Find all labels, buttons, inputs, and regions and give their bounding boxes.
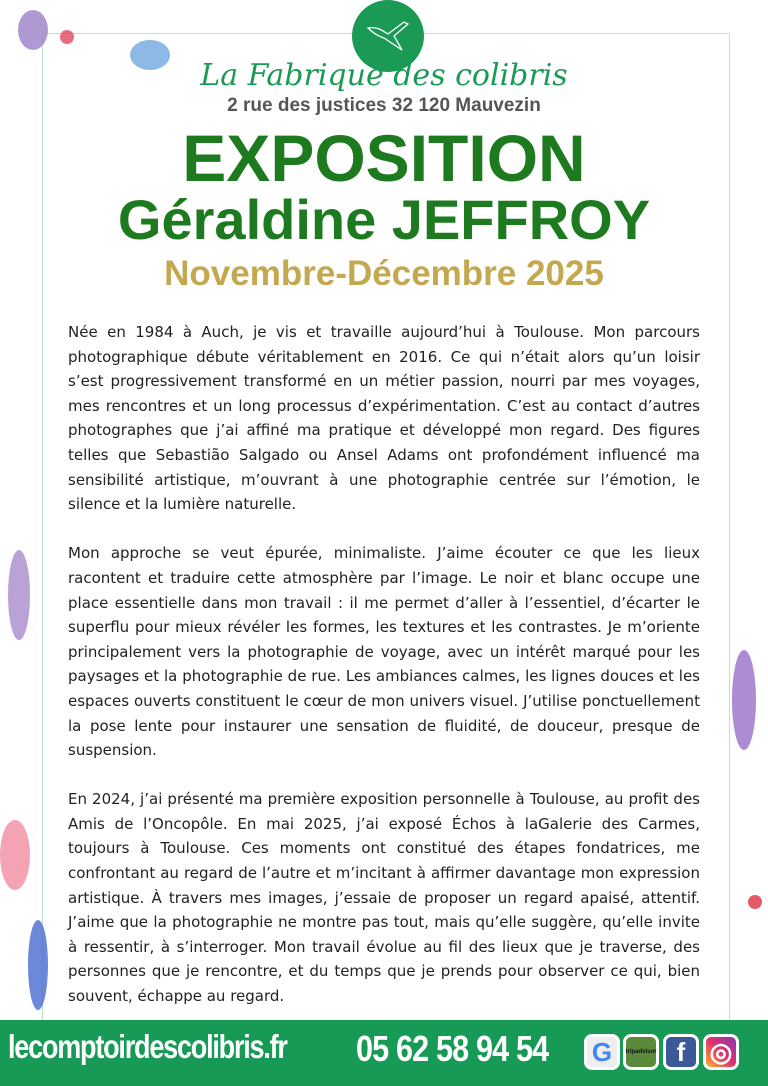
website-link[interactable]: lecomptoirdescolibris.fr bbox=[8, 1028, 287, 1065]
exhibition-dates: Novembre-Décembre 2025 bbox=[164, 254, 604, 293]
flower-decoration bbox=[60, 30, 74, 44]
artist-name: Géraldine JEFFROY bbox=[117, 188, 651, 251]
exhibition-title: EXPOSITION bbox=[182, 121, 586, 195]
flower-decoration bbox=[18, 10, 48, 50]
artist-biography bbox=[68, 320, 700, 1033]
address: 2 rue des justices 32 120 Mauvezin bbox=[227, 95, 541, 116]
paragraph: Mon approche se veut épurée, minimaliste. J’aime écouter ce que les lieux racontent et traduire cette atmosphère par l’image. Le noir et blanc occupe une place essentielle dans mon travail : il me permet d’aller à l’essentiel, d’écarter le superflu pour mieux révéler les formes, les textures et les contrastes. Je m’oriente principalement vers la photographie de voyage, avec un intérêt marqué pour les paysages et la photographie de rue. Les ambiances calmes, les lignes douces et les espaces ouverts constituent le cœur de mon univers visuel. J’utilise ponctuellement la pose lente pour instaurer une sensation de fluidité, de douceur, presque de suspension. bbox=[68, 544, 700, 760]
instagram-icon[interactable]: ◎ bbox=[703, 1034, 739, 1070]
google-icon[interactable]: G bbox=[584, 1034, 620, 1070]
flower-decoration bbox=[748, 895, 762, 909]
flower-decoration bbox=[0, 820, 30, 890]
flower-decoration bbox=[732, 650, 756, 750]
brand-name: La Fabrique des colibris bbox=[200, 58, 568, 93]
flower-decoration bbox=[28, 920, 48, 1010]
footer-bar bbox=[0, 1020, 768, 1086]
tripadvisor-icon[interactable]: tripadvisor bbox=[623, 1034, 659, 1070]
paragraph: Née en 1984 à Auch, je vis et travaille aujourd’hui à Toulouse. Mon parcours photographique débute véritablement en 2016. Ce qui n’était alors qu’un loisir s’est progressivement transformé en un métier passion, nourri par mes voyages, mes rencontres et un long processus d’expérimentation. C’est au contact d’autres photographes que j’ai affiné ma pratique et développé mon regard. Des figures telles que Sebastião Salgado ou Ansel Adams ont profondément influencé ma sensibilité artistique, m’ouvrant à une photographie centrée sur l’émotion, le silence et la lumière naturelle. bbox=[68, 323, 700, 514]
flower-decoration bbox=[8, 550, 30, 640]
facebook-icon[interactable]: f bbox=[663, 1034, 699, 1070]
hummingbird-icon bbox=[364, 16, 412, 56]
phone-number[interactable]: 05 62 58 94 54 bbox=[356, 1028, 549, 1069]
paragraph: En 2024, j’ai présenté ma première exposition personnelle à Toulouse, au profit des Amis de l’Oncopôle. En mai 2025, j’ai exposé Échos à laGalerie des Carmes, toujours à Toulouse. Ces moments ont constitué des étapes fondatrices, me confrontant au regard de l’autre et m’incitant à affirmer davantage mon expression artistique. À travers mes images, j’essaie de proposer un regard apaisé, attentif. J’aime que la photographie ne montre pas tout, mais qu’elle suggère, qu’elle invite à ressentir, à s’interroger. Mon travail évolue au fil des lieux que je traverse, des personnes que je rencontre, et du temps que je prends pour observer ce qui, bien souvent, échappe au regard. bbox=[68, 790, 700, 1006]
